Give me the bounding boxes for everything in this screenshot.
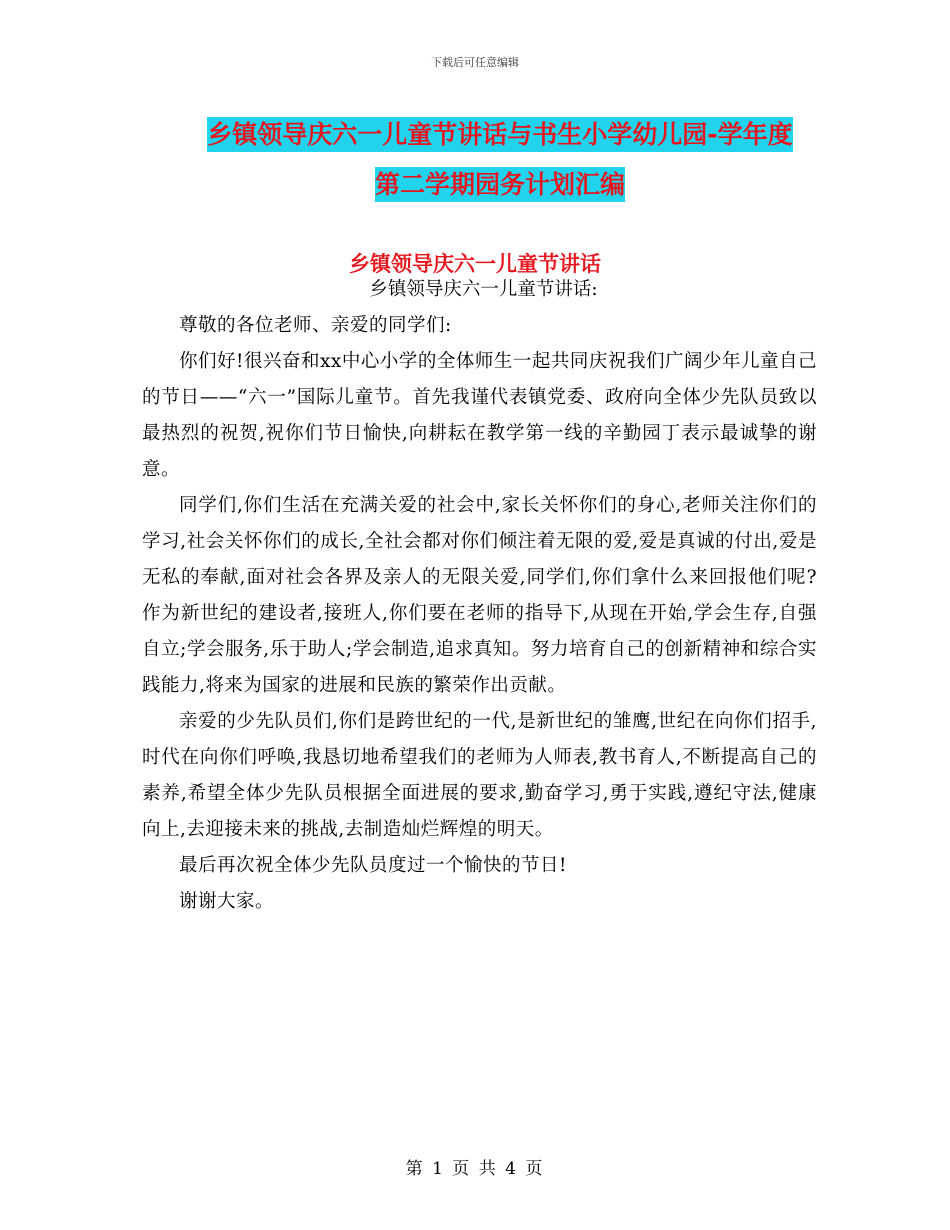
document-title-line-2: 第二学期园务计划汇编 (375, 167, 625, 202)
paragraph-greeting: 尊敬的各位老师、亲爱的同学们: (179, 315, 452, 336)
paragraph-care: 同学们,你们生活在充满关爱的社会中,家长关怀你们的身心,老师关注你们的学习,社会关怀你们的成长,全社会都对你们倾注着无限的爱,爱是真诚的付出,爱是无私的奉献,面对社会各界及亲人的无限关爱,同学们,你们拿什么来回报他们呢?作为新世纪的建设者,接班人,你们要在老师的指导下,从现在开始,学会生存,自强自立;学会服务,乐于助人;学会制造,追求真知。努力培育自己的创新精神和综合实践能力,将来为国家的进展和民族的繁荣作出贡献。 (142, 495, 817, 696)
document-title (140, 110, 860, 210)
document-body (142, 272, 817, 920)
paragraph-opening: 你们好!很兴奋和xx中心小学的全体师生一起共同庆祝我们广阔少年儿童自己的节日——“六一”国际儿童节。首先我谨代表镇党委、政府向全体少先队员致以最热烈的祝贺,祝你们节日愉快,向耕耘在教学第一线的辛勤园丁表示最诚挚的谢意。 (142, 351, 817, 480)
section-title: 乡镇领导庆六一儿童节讲话 (349, 252, 601, 276)
paragraph-hope: 亲爱的少先队员们,你们是跨世纪的一代,是新世纪的雏鹰,世纪在向你们招手,时代在向你们呼唤,我恳切地希望我们的老师为人师表,教书育人,不断提高自己的素养,希望全体少先队员根据全面进展的要求,勤奋学习,勇于实践,遵纪守法,健康向上,去迎接未来的挑战,去制造灿烂辉煌的明天。 (142, 711, 817, 840)
document-title-line-1: 乡镇领导庆六一儿童节讲话与书生小学幼儿园-学年度 (207, 117, 792, 152)
header-note: 下载后可任意编辑 (431, 56, 519, 69)
page-number-footer: 第 1 页 共 4 页 (405, 1159, 545, 1179)
section-subtitle: 乡镇领导庆六一儿童节讲话: (369, 279, 598, 300)
paragraph-wishes: 最后再次祝全体少先队员度过一个愉快的节日! (179, 855, 567, 876)
paragraph-thanks: 谢谢大家。 (179, 891, 275, 912)
